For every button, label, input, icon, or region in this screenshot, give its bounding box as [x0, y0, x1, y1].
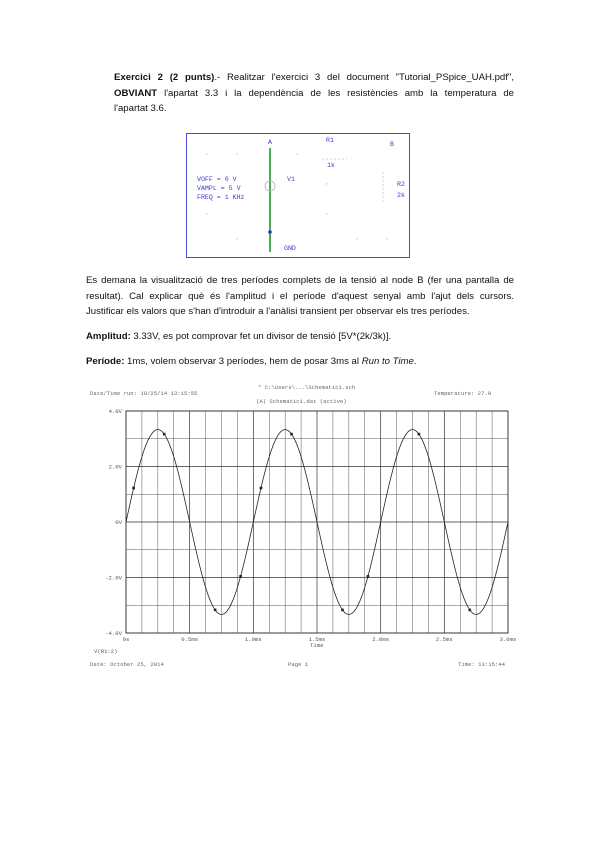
x-tick-label-1: 0.5ms [181, 636, 199, 643]
x-tick-label-0: 0s [122, 636, 130, 643]
y-tick-label-2: 0V [115, 519, 122, 526]
run-to-time: Run to Time [361, 356, 414, 367]
plot-footer-left: Date: October 25, 2014 [90, 661, 164, 668]
trace-marker-6 [341, 609, 344, 612]
plot-ticks [105, 408, 516, 643]
trace-legend: V(R1:2) [94, 648, 118, 655]
trace-marker-9 [469, 609, 472, 612]
request-line-2: resultat). Cal explicar què és l'amplitud i el període d'aquest senyal amb l'ajut dels cursors. [86, 290, 514, 302]
r1-value: 1k [327, 162, 335, 169]
trace-marker-2 [214, 609, 217, 612]
node-a-label: A [268, 139, 272, 146]
request-line-3: Justificar els valors que s'han d'introduir a l'anàlisi transient per observar els tres períodes. [86, 306, 470, 317]
plot-header-center: * C:\Users\...\Schematic1.sch [258, 384, 356, 391]
amplitude-answer [86, 329, 526, 345]
plot-footer-right: Time: 13:15:44 [458, 661, 505, 668]
exercise-line-1: Exercici 2 (2 punts).- Realitzar l'exercici 3 del document "Tutorial_PSpice_UAH.pdf", [114, 72, 514, 83]
obviant-keyword: OBVIANT [114, 87, 158, 99]
junction-dot [268, 230, 272, 234]
trace-marker-3 [239, 575, 242, 578]
period-answer: Període: 1ms, volem observar 3 períodes, hem de posar 3ms al Run to Time. [86, 356, 417, 367]
amplitude-text: 3.33V, es pot comprovar fet un divisor de tensió [5V*(2k/3k)]. [130, 331, 392, 342]
x-tick-label-3: 1.5ms [308, 636, 326, 643]
trace-marker-8 [418, 433, 421, 436]
x-tick-label-6: 3.0ms [499, 636, 517, 643]
r2-value: 2k [397, 192, 405, 199]
node-b-label: B [390, 141, 394, 148]
trace-marker-1 [163, 433, 166, 436]
probe-plot-svg [88, 381, 517, 671]
x-tick-label-4: 2.0ms [372, 636, 390, 643]
source-name: V1 [287, 176, 295, 183]
freq-param: FREQ = 1 KHz [197, 194, 245, 201]
trace-marker-7 [367, 575, 370, 578]
circuit-schematic [186, 133, 410, 258]
request-line-1: Es demana la visualització de tres períodes complets de la tensió al node B (fer una pantalla de [86, 275, 514, 286]
exercise-line-2: OBVIANT l'apartat 3.3 i la dependència de les resistències amb la temperatura de [114, 87, 514, 99]
y-tick-label-3: 2.0V [108, 463, 122, 471]
plot-footer-center: Page 1 [288, 661, 309, 668]
plot-subtitle: (A) Schematic1.dat (active) [256, 398, 347, 405]
request-paragraph [86, 273, 514, 320]
plot-header-left: Date/Time run: 10/25/14 13:15:55 [90, 390, 198, 397]
voff-param: VOFF = 0 V [197, 176, 237, 183]
x-axis-label: Time [310, 642, 324, 649]
r2-label: R2 [397, 181, 405, 188]
exercise-title: Exercici 2 (2 punts) [114, 72, 215, 83]
plot-header-right: Temperature: 27.0 [434, 390, 492, 397]
vampl-param: VAMPL = 5 V [197, 185, 241, 192]
period-label: Període: [86, 356, 125, 367]
probe-plot [88, 381, 517, 671]
exercise-paragraph [114, 70, 514, 117]
x-tick-label-2: 1.0ms [244, 636, 262, 643]
trace-marker-0 [132, 487, 135, 490]
y-tick-label-1: -2.0V [105, 574, 122, 582]
exercise-line-3: l'apartat 3.6. [114, 103, 167, 114]
x-tick-label-5: 2.5ms [435, 636, 453, 643]
period-text: 1ms, volem observar 3 períodes, hem de posar 3ms al [124, 356, 362, 367]
gnd-label: GND [284, 245, 296, 252]
trace-marker-5 [290, 433, 293, 436]
y-tick-label-4: 4.0V [108, 408, 122, 415]
trace-marker-4 [260, 487, 263, 490]
y-tick-label-0: -4.0V [105, 630, 122, 637]
r1-label: R1 [326, 137, 334, 144]
amplitude-label: Amplitud: [86, 331, 131, 342]
